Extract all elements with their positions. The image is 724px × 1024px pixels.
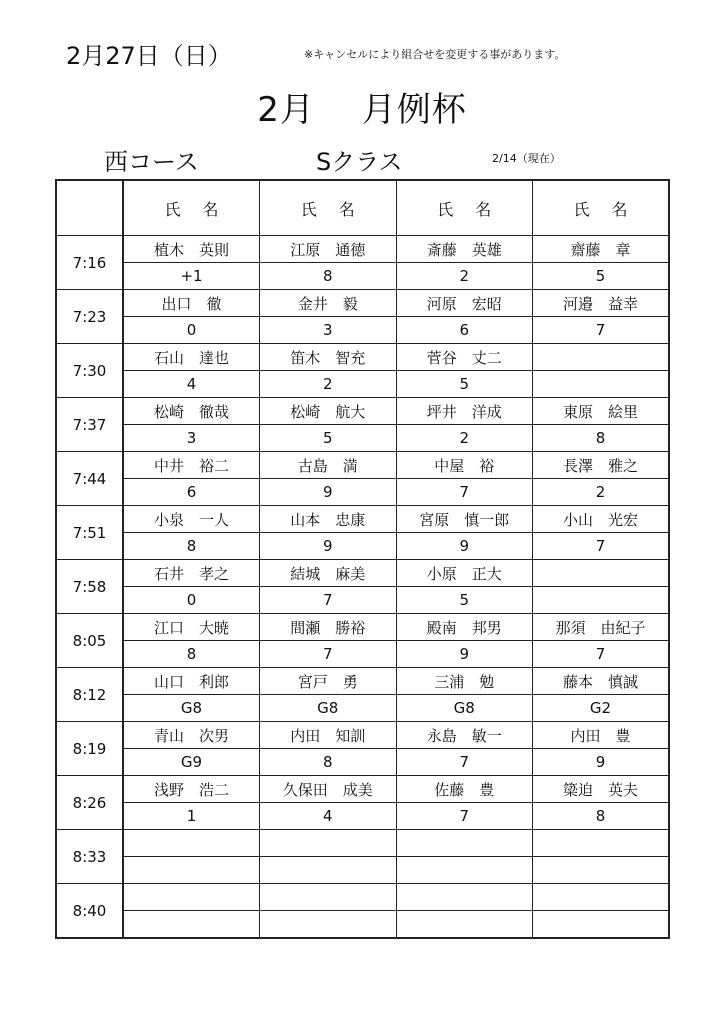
player-handicap: 8 (260, 263, 397, 290)
table-row (56, 776, 669, 803)
as-of-date: 2/14（現在） (492, 152, 561, 165)
cancellation-note: ※キャンセルにより組合せを変更する事があります。 (304, 48, 566, 61)
table-row (56, 749, 669, 776)
player-handicap: 4 (260, 803, 397, 830)
player-handicap (123, 857, 260, 884)
table-row (56, 263, 669, 290)
player-name: 古島 満 (260, 452, 397, 479)
player-handicap: 3 (260, 317, 397, 344)
player-handicap: 7 (533, 533, 670, 560)
player-name: 結城 麻美 (260, 560, 397, 587)
header-name-4: 氏 名 (533, 180, 670, 236)
player-name: 青山 次男 (123, 722, 260, 749)
player-handicap: 7 (396, 749, 533, 776)
player-name: 菅谷 丈二 (396, 344, 533, 371)
table-row (56, 560, 669, 587)
player-handicap: 9 (396, 533, 533, 560)
player-handicap: 1 (123, 803, 260, 830)
table-row (56, 614, 669, 641)
tee-time: 8:33 (56, 830, 123, 884)
tee-time: 7:44 (56, 452, 123, 506)
player-handicap: 5 (260, 425, 397, 452)
player-name (533, 884, 670, 911)
table-row (56, 587, 669, 614)
player-name: 浅野 浩二 (123, 776, 260, 803)
table-row (56, 884, 669, 911)
player-name: 間瀬 勝裕 (260, 614, 397, 641)
player-name: 中屋 裕 (396, 452, 533, 479)
player-name: 内田 知訓 (260, 722, 397, 749)
player-handicap: G2 (533, 695, 670, 722)
player-name: 斎藤 英雄 (396, 236, 533, 263)
player-name: 金井 毅 (260, 290, 397, 317)
table-row (56, 722, 669, 749)
player-name: 石山 達也 (123, 344, 260, 371)
player-handicap: 6 (123, 479, 260, 506)
player-name: 河邉 益幸 (533, 290, 670, 317)
player-handicap: 7 (260, 641, 397, 668)
player-name (533, 344, 670, 371)
tee-time: 8:12 (56, 668, 123, 722)
player-name: 永島 敏一 (396, 722, 533, 749)
player-handicap: 9 (533, 749, 670, 776)
table-row (56, 452, 669, 479)
player-handicap (260, 857, 397, 884)
player-name: 坪井 洋成 (396, 398, 533, 425)
header-name-1: 氏 名 (123, 180, 260, 236)
player-handicap (533, 911, 670, 939)
table-row (56, 803, 669, 830)
player-handicap: 9 (396, 641, 533, 668)
player-name: 小山 光宏 (533, 506, 670, 533)
event-date: 2月27日（日） (66, 42, 232, 70)
tee-time: 8:19 (56, 722, 123, 776)
player-handicap: 8 (123, 533, 260, 560)
player-handicap: 2 (396, 263, 533, 290)
player-handicap: 7 (533, 317, 670, 344)
table-row (56, 425, 669, 452)
table-row (56, 290, 669, 317)
player-name: 出口 徹 (123, 290, 260, 317)
player-name (123, 830, 260, 857)
player-handicap: 2 (533, 479, 670, 506)
player-name: 佐藤 豊 (396, 776, 533, 803)
player-name (396, 884, 533, 911)
player-handicap: 7 (396, 803, 533, 830)
player-name: 小原 正大 (396, 560, 533, 587)
player-handicap: 0 (123, 317, 260, 344)
player-handicap: 8 (123, 641, 260, 668)
player-name: 笛木 智充 (260, 344, 397, 371)
table-row (56, 857, 669, 884)
header-name-3: 氏 名 (396, 180, 533, 236)
player-name: 殿南 邦男 (396, 614, 533, 641)
player-handicap: 5 (396, 371, 533, 398)
player-name: 石井 孝之 (123, 560, 260, 587)
table-row (56, 830, 669, 857)
player-handicap: 9 (260, 479, 397, 506)
tee-time: 7:16 (56, 236, 123, 290)
player-handicap: 0 (123, 587, 260, 614)
player-handicap: 4 (123, 371, 260, 398)
player-handicap: 3 (123, 425, 260, 452)
table-header-row (56, 180, 669, 236)
player-handicap (533, 857, 670, 884)
table-row (56, 236, 669, 263)
player-name: 江原 通徳 (260, 236, 397, 263)
player-name: 簗迫 英夫 (533, 776, 670, 803)
tee-time: 7:30 (56, 344, 123, 398)
class-name: Sクラス (316, 148, 403, 176)
tee-time: 7:37 (56, 398, 123, 452)
player-name: 中井 裕二 (123, 452, 260, 479)
tee-time: 7:58 (56, 560, 123, 614)
player-name: 三浦 勉 (396, 668, 533, 695)
player-handicap: G8 (260, 695, 397, 722)
player-handicap: 7 (533, 641, 670, 668)
tee-time: 7:23 (56, 290, 123, 344)
table-row (56, 911, 669, 939)
table-row (56, 695, 669, 722)
player-handicap: +1 (123, 263, 260, 290)
player-handicap: 5 (396, 587, 533, 614)
player-handicap: 5 (533, 263, 670, 290)
player-name: 久保田 成美 (260, 776, 397, 803)
tee-time: 8:40 (56, 884, 123, 939)
table-row (56, 533, 669, 560)
table-row (56, 398, 669, 425)
player-name (260, 884, 397, 911)
player-handicap: 7 (260, 587, 397, 614)
table-row (56, 668, 669, 695)
player-handicap (533, 371, 670, 398)
player-handicap: 2 (396, 425, 533, 452)
player-name (396, 830, 533, 857)
player-handicap (533, 587, 670, 614)
player-name: 藤本 慎誠 (533, 668, 670, 695)
player-name: 山口 利郎 (123, 668, 260, 695)
header-name-2: 氏 名 (260, 180, 397, 236)
table-row (56, 506, 669, 533)
player-name: 東原 絵里 (533, 398, 670, 425)
player-name (533, 830, 670, 857)
course-name: 西コース (104, 148, 199, 176)
tee-time-table (55, 179, 670, 939)
player-handicap (260, 911, 397, 939)
player-name: 齋藤 章 (533, 236, 670, 263)
player-name: 宮原 慎一郎 (396, 506, 533, 533)
header-time-cell (56, 180, 123, 236)
tee-time: 8:26 (56, 776, 123, 830)
player-handicap: 8 (533, 803, 670, 830)
player-handicap: 7 (396, 479, 533, 506)
player-name: 小泉 一人 (123, 506, 260, 533)
table-row (56, 479, 669, 506)
tee-time: 7:51 (56, 506, 123, 560)
player-handicap (123, 911, 260, 939)
player-handicap: G8 (123, 695, 260, 722)
player-name: 河原 宏昭 (396, 290, 533, 317)
player-handicap: G8 (396, 695, 533, 722)
page-title: 2月 月例杯 (257, 90, 467, 130)
player-handicap (396, 857, 533, 884)
table-row (56, 344, 669, 371)
player-name: 松崎 航大 (260, 398, 397, 425)
table-row (56, 641, 669, 668)
player-name: 長澤 雅之 (533, 452, 670, 479)
player-name: 山本 忠康 (260, 506, 397, 533)
player-name: 江口 大暁 (123, 614, 260, 641)
player-name (123, 884, 260, 911)
tee-time: 8:05 (56, 614, 123, 668)
player-name (260, 830, 397, 857)
player-name: 那須 由紀子 (533, 614, 670, 641)
player-handicap (396, 911, 533, 939)
player-handicap: 2 (260, 371, 397, 398)
player-name (533, 560, 670, 587)
player-handicap: 8 (260, 749, 397, 776)
player-handicap: 6 (396, 317, 533, 344)
player-name: 植木 英則 (123, 236, 260, 263)
table-row (56, 371, 669, 398)
player-name: 松崎 徹哉 (123, 398, 260, 425)
player-handicap: G9 (123, 749, 260, 776)
player-name: 内田 豊 (533, 722, 670, 749)
player-name: 宮戸 勇 (260, 668, 397, 695)
table-row (56, 317, 669, 344)
player-handicap: 9 (260, 533, 397, 560)
player-handicap: 8 (533, 425, 670, 452)
